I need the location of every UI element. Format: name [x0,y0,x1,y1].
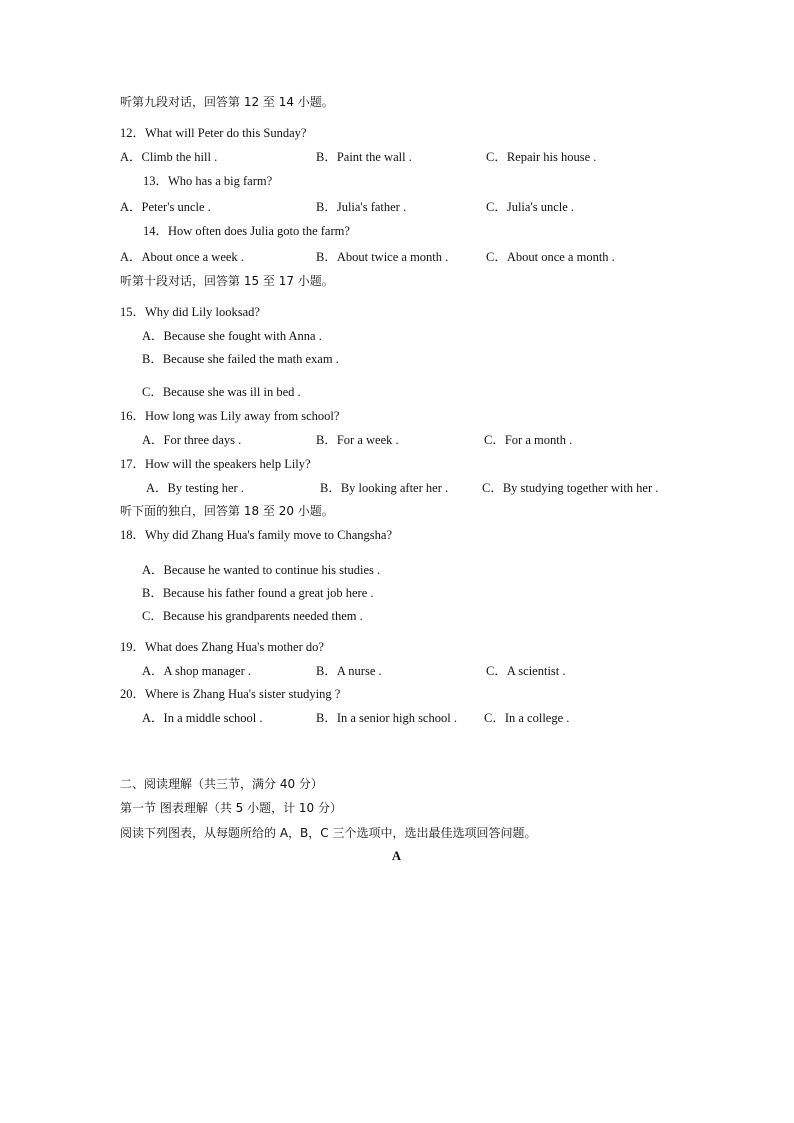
question-17-option-b: B．By looking after her . [320,481,449,495]
part-2-instructions: 阅读下列图表，从每题所给的 A，B，C 三个选项中，选出最佳选项回答问题。 [120,826,537,840]
question-15-option-b: B．Because she failed the math exam . [142,352,339,366]
question-16-option-c: C．For a month . [484,433,573,447]
section-heading-monologue: 听下面的独白，回答第 18 至 20 小题。 [120,504,334,518]
question-13-stem: 13．Who has a big farm? [143,174,273,188]
part-2-section-1-heading: 第一节 图表理解（共 5 小题，计 10 分） [120,801,342,815]
question-15-stem: 15．Why did Lily looksad? [120,305,260,319]
question-20-stem: 20．Where is Zhang Hua's sister studying ? [120,687,341,701]
question-13-option-a: A．Peter's uncle . [120,200,211,214]
question-20-option-b: B．In a senior high school . [316,711,457,725]
question-15-option-c: C．Because she was ill in bed . [142,385,301,399]
question-13-option-b: B．Julia's father . [316,200,407,214]
question-18-option-c: C．Because his grandparents needed them . [142,609,363,623]
question-19-option-a: A．A shop manager . [142,664,252,678]
question-16-stem: 16．How long was Lily away from school? [120,409,340,423]
question-16-option-b: B．For a week . [316,433,399,447]
question-18-stem: 18．Why did Zhang Hua's family move to Changsha? [120,528,392,542]
question-19-stem: 19．What does Zhang Hua's mother do? [120,640,324,654]
section-heading-10: 听第十段对话，回答第 15 至 17 小题。 [120,274,334,288]
question-14-option-b: B．About twice a month . [316,250,449,264]
question-13-option-c: C．Julia's uncle . [486,200,575,214]
question-16-option-a: A．For three days . [142,433,242,447]
passage-label: A [392,849,402,863]
question-14-stem: 14．How often does Julia goto the farm? [143,224,350,238]
section-heading-9: 听第九段对话，回答第 12 至 14 小题。 [120,95,334,109]
question-14-option-a: A．About once a week . [120,250,244,264]
question-20-option-c: C．In a college . [484,711,570,725]
question-17-option-a: A．By testing her . [146,481,244,495]
question-18-option-b: B．Because his father found a great job here . [142,586,374,600]
question-12-option-c: C．Repair his house . [486,150,597,164]
question-17-stem: 17．How will the speakers help Lily? [120,457,311,471]
question-12-option-a: A．Climb the hill . [120,150,218,164]
question-17-option-c: C．By studying together with her . [482,481,659,495]
question-20-option-a: A．In a middle school . [142,711,263,725]
question-12-option-b: B．Paint the wall . [316,150,412,164]
question-19-option-b: B．A nurse . [316,664,382,678]
question-12-stem: 12．What will Peter do this Sunday? [120,126,307,140]
question-18-option-a: A．Because he wanted to continue his studies . [142,563,381,577]
question-15-option-a: A．Because she fought with Anna . [142,329,322,343]
question-14-option-c: C．About once a month . [486,250,615,264]
question-19-option-c: C．A scientist . [486,664,566,678]
part-2-title: 二、阅读理解（共三节，满分 40 分） [120,777,323,791]
